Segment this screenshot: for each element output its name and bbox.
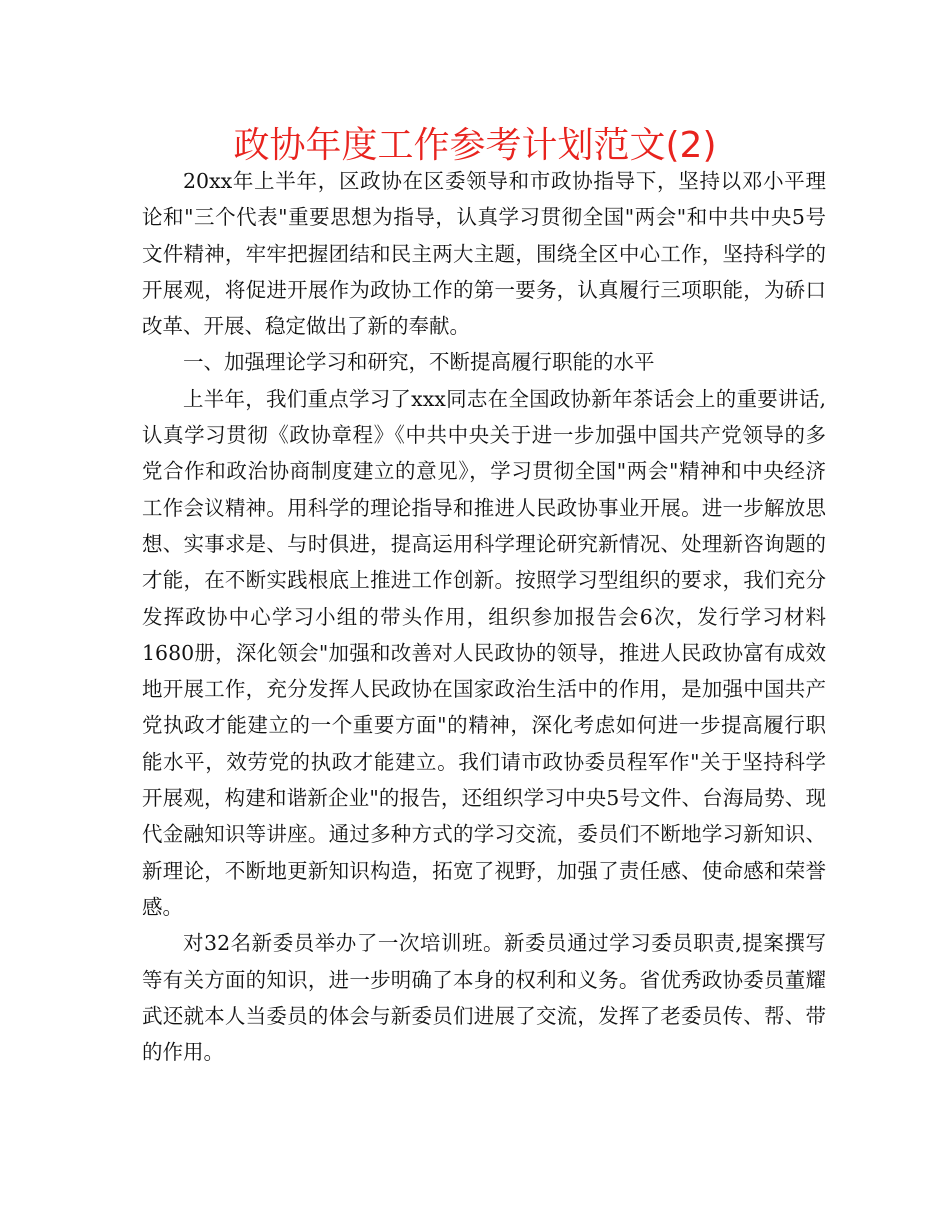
document-body: [142, 163, 826, 1070]
paragraph-intro: 20xx年上半年，区政协在区委领导和市政协指导下，坚持以邓小平理论和"三个代表"重要思想为指导，认真学习贯彻全国"两会"和中共中央5号文件精神，牢牢把握团结和民主两大主题，围绕全区中心工作，坚持科学的开展观，将促进开展作为政协工作的第一要务，认真履行三项职能，为硚口改革、开展、稳定做出了新的奉献。: [142, 169, 826, 339]
paragraph-training: 对32名新委员举办了一次培训班。新委员通过学习委员职责,提案撰写等有关方面的知识，进一步明确了本身的权利和义务。省优秀政协委员董耀武还就本人当委员的体会与新委员们进展了交流，发挥了老委员传、帮、带的作用。: [142, 931, 826, 1065]
paragraph-study: 上半年，我们重点学习了xxx同志在全国政协新年茶话会上的重要讲话,认真学习贯彻《政协章程》《中共中央关于进一步加强中国共产党领导的多党合作和政治协商制度建立的意见》，学习贯彻全国"两会"精神和中央经济工作会议精神。用科学的理论指导和推进人民政协事业开展。进一步解放思想、实事求是、与时俱进，提高运用科学理论研究新情况、处理新咨询题的才能，在不断实践根底上推进工作创新。按照学习型组织的要求，我们充分发挥政协中心学习小组的带头作用，组织参加报告会6次，发行学习材料1680册，深化领会"加强和改善对人民政协的领导，推进人民政协富有成效地开展工作，充分发挥人民政协在国家政治生活中的作用，是加强中国共产党执政才能建立的一个重要方面"的精神，深化考虑如何进一步提高履行职能水平，效劳党的执政才能建立。我们请市政协委员程军作"关于坚持科学开展观，构建和谐新企业"的报告，还组织学习中央5号文件、台海局势、现代金融知识等讲座。通过多种方式的学习交流，委员们不断地学习新知识、新理论，不断地更新知识构造，拓宽了视野，加强了责任感、使命感和荣誉感。: [142, 386, 826, 919]
section-heading: 一、加强理论学习和研究，不断提高履行职能的水平: [183, 350, 655, 375]
document-title: 政协年度工作参考计划范文(2): [233, 125, 717, 166]
